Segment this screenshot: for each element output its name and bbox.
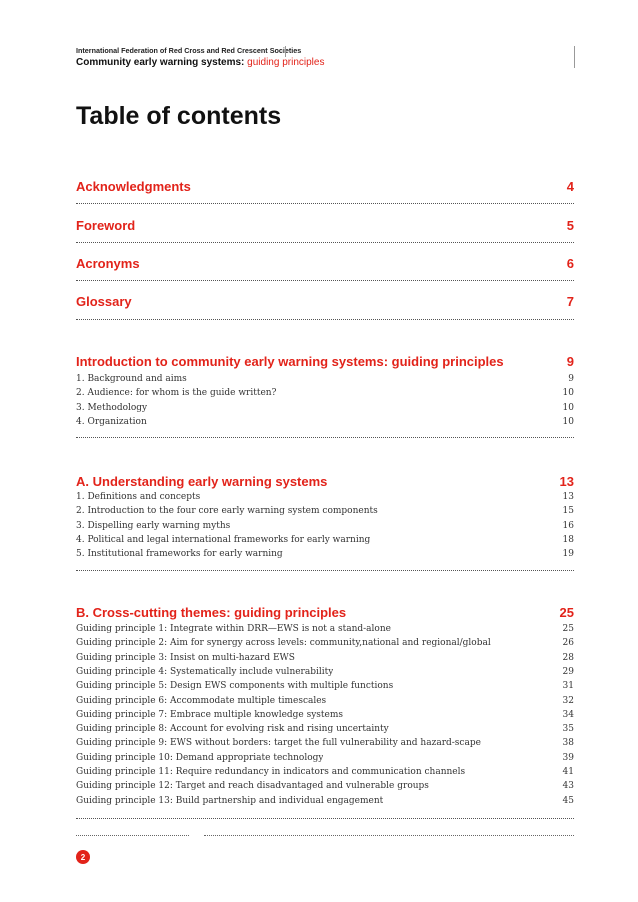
dotted-separator bbox=[76, 319, 574, 320]
toc-subentry-page: 39 bbox=[562, 752, 574, 763]
toc-entry-page: 5 bbox=[566, 218, 574, 233]
toc-subentry-page: 9 bbox=[568, 374, 574, 384]
toc-subentry[interactable] bbox=[76, 765, 574, 779]
toc-subentry-label: 3. Methodology bbox=[76, 402, 148, 413]
toc-entry[interactable] bbox=[76, 294, 574, 310]
toc-subentry[interactable] bbox=[76, 708, 574, 722]
toc-subentry-page: 31 bbox=[562, 681, 574, 692]
toc-subentry-page: 13 bbox=[562, 492, 574, 502]
toc-subentry-label: 4. Political and legal international frameworks for early warning bbox=[76, 534, 371, 545]
header-rule-right bbox=[574, 46, 575, 68]
dotted-separator bbox=[76, 818, 574, 819]
page-number-badge: 2 bbox=[76, 850, 90, 864]
toc-subentry-label: Guiding principle 6: Accommodate multiple timescales bbox=[76, 695, 327, 706]
toc-section-heading[interactable] bbox=[76, 605, 574, 621]
toc-entry[interactable] bbox=[76, 256, 574, 272]
dotted-separator bbox=[76, 570, 574, 571]
dotted-separator bbox=[76, 280, 574, 281]
toc-entry-page: 7 bbox=[566, 294, 574, 309]
toc-subentry-label: 2. Introduction to the four core early warning system components bbox=[76, 506, 378, 517]
toc-entry-label: Glossary bbox=[76, 294, 132, 309]
toc-entry-page: 6 bbox=[566, 256, 574, 271]
toc-subentry[interactable] bbox=[76, 519, 574, 533]
toc-subentry[interactable] bbox=[76, 779, 574, 793]
toc-subentry-page: 41 bbox=[562, 767, 574, 777]
toc-subentry-label: 2. Audience: for whom is the guide written? bbox=[76, 388, 277, 399]
toc-subentry[interactable] bbox=[76, 679, 574, 693]
toc-subentry-label: Guiding principle 2: Aim for synergy across levels: community,national and regional/global bbox=[76, 638, 491, 649]
toc-entry[interactable] bbox=[76, 179, 574, 195]
toc-subentry-label: Guiding principle 8: Account for evolving risk and rising uncertainty bbox=[76, 724, 389, 735]
toc-section-heading[interactable] bbox=[76, 354, 574, 370]
toc-subentry-page: 32 bbox=[562, 695, 574, 706]
toc-subentry-page: 25 bbox=[562, 624, 574, 634]
toc-entry[interactable] bbox=[76, 218, 574, 234]
header-rule-left bbox=[285, 46, 286, 57]
dotted-separator bbox=[76, 242, 574, 243]
toc-subentry-label: Guiding principle 4: Systematically include vulnerability bbox=[76, 666, 334, 677]
toc-subentry-label: Guiding principle 5: Design EWS components with multiple functions bbox=[76, 681, 394, 692]
toc-subentry-page: 45 bbox=[562, 795, 574, 806]
toc-subentry[interactable] bbox=[76, 415, 574, 429]
toc-subentry[interactable] bbox=[76, 651, 574, 665]
toc-subentry[interactable] bbox=[76, 386, 574, 400]
toc-subentry-label: Guiding principle 9: EWS without borders: target the full vulnerability and hazard-scape bbox=[76, 738, 481, 749]
toc-subentry-page: 34 bbox=[562, 709, 574, 720]
toc-subentry[interactable] bbox=[76, 794, 574, 808]
toc-subentry-page: 43 bbox=[562, 781, 574, 792]
toc-section-heading[interactable] bbox=[76, 474, 574, 490]
toc-subentry[interactable] bbox=[76, 622, 574, 636]
toc-subentry-page: 10 bbox=[562, 416, 574, 427]
toc-subentry-label: 1. Background and aims bbox=[76, 374, 187, 384]
header-organization: International Federation of Red Cross and Red Crescent Societies bbox=[76, 46, 302, 55]
toc-subentry[interactable] bbox=[76, 547, 574, 561]
dotted-separator-short-left bbox=[76, 835, 189, 836]
toc-subentry-label: 5. Institutional frameworks for early warning bbox=[76, 549, 283, 560]
toc-entry-label: Acronyms bbox=[76, 256, 140, 271]
toc-subentry[interactable] bbox=[76, 490, 574, 504]
toc-subentry-page: 38 bbox=[562, 738, 574, 749]
toc-entry-label: Acknowledgments bbox=[76, 179, 191, 194]
toc-subentry-label: Guiding principle 10: Demand appropriate technology bbox=[76, 752, 324, 763]
toc-subentry-page: 18 bbox=[562, 534, 574, 545]
toc-subentry-page: 10 bbox=[562, 402, 574, 413]
dotted-separator-short-right bbox=[204, 835, 574, 836]
toc-subentry[interactable] bbox=[76, 736, 574, 750]
running-header bbox=[76, 46, 574, 70]
toc-subentry-label: Guiding principle 13: Build partnership and individual engagement bbox=[76, 795, 384, 806]
toc-entry-page: 4 bbox=[566, 179, 574, 194]
toc-subentry[interactable] bbox=[76, 751, 574, 765]
toc-subentry-page: 19 bbox=[562, 549, 574, 560]
toc-subentry[interactable] bbox=[76, 401, 574, 415]
toc-subentry-label: 4. Organization bbox=[76, 416, 147, 427]
toc-subentry-label: Guiding principle 1: Integrate within DRR—EWS is not a stand-alone bbox=[76, 624, 391, 634]
toc-subentry[interactable] bbox=[76, 533, 574, 547]
page-title: Table of contents bbox=[76, 102, 282, 130]
toc-subentry-label: 3. Dispelling early warning myths bbox=[76, 520, 231, 531]
toc-subentry[interactable] bbox=[76, 694, 574, 708]
toc-section-heading-label: B. Cross-cutting themes: guiding principles bbox=[76, 605, 347, 620]
toc-subentry-page: 10 bbox=[562, 388, 574, 399]
toc-subentry-page: 28 bbox=[562, 652, 574, 663]
toc-subentry-page: 15 bbox=[562, 506, 574, 517]
toc-subentry-label: Guiding principle 3: Insist on multi-hazard EWS bbox=[76, 652, 295, 663]
toc-subentry[interactable] bbox=[76, 372, 574, 386]
toc-subentry[interactable] bbox=[76, 722, 574, 736]
dotted-separator bbox=[76, 203, 574, 204]
toc-subentry-page: 16 bbox=[562, 520, 574, 531]
toc-subentry-label: Guiding principle 7: Embrace multiple knowledge systems bbox=[76, 709, 344, 720]
toc-section-heading-page: 13 bbox=[559, 474, 574, 489]
header-title bbox=[76, 57, 574, 69]
dotted-separator bbox=[76, 437, 574, 438]
toc-subentry[interactable] bbox=[76, 504, 574, 518]
toc-subentry[interactable] bbox=[76, 665, 574, 679]
toc-section-heading-label: A. Understanding early warning systems bbox=[76, 474, 328, 489]
toc-section-heading-page: 25 bbox=[559, 605, 574, 620]
toc-subentry-label: Guiding principle 12: Target and reach disadvantaged and vulnerable groups bbox=[76, 781, 429, 792]
toc-section-heading-page: 9 bbox=[566, 354, 574, 369]
header-title-sub: guiding principles bbox=[247, 57, 325, 68]
toc-entry-label: Foreword bbox=[76, 218, 136, 233]
toc-subentry-page: 26 bbox=[562, 638, 574, 649]
toc-subentry-label: Guiding principle 11: Require redundancy in indicators and communication channels bbox=[76, 767, 466, 777]
toc-section-heading-label: Introduction to community early warning systems: guiding principles bbox=[76, 354, 504, 369]
toc-subentry-label: 1. Definitions and concepts bbox=[76, 492, 201, 502]
toc-subentry-page: 29 bbox=[562, 666, 574, 677]
header-title-main: Community early warning systems: bbox=[76, 57, 245, 68]
toc-subentry-page: 35 bbox=[562, 724, 574, 735]
toc-subentry[interactable] bbox=[76, 636, 574, 650]
